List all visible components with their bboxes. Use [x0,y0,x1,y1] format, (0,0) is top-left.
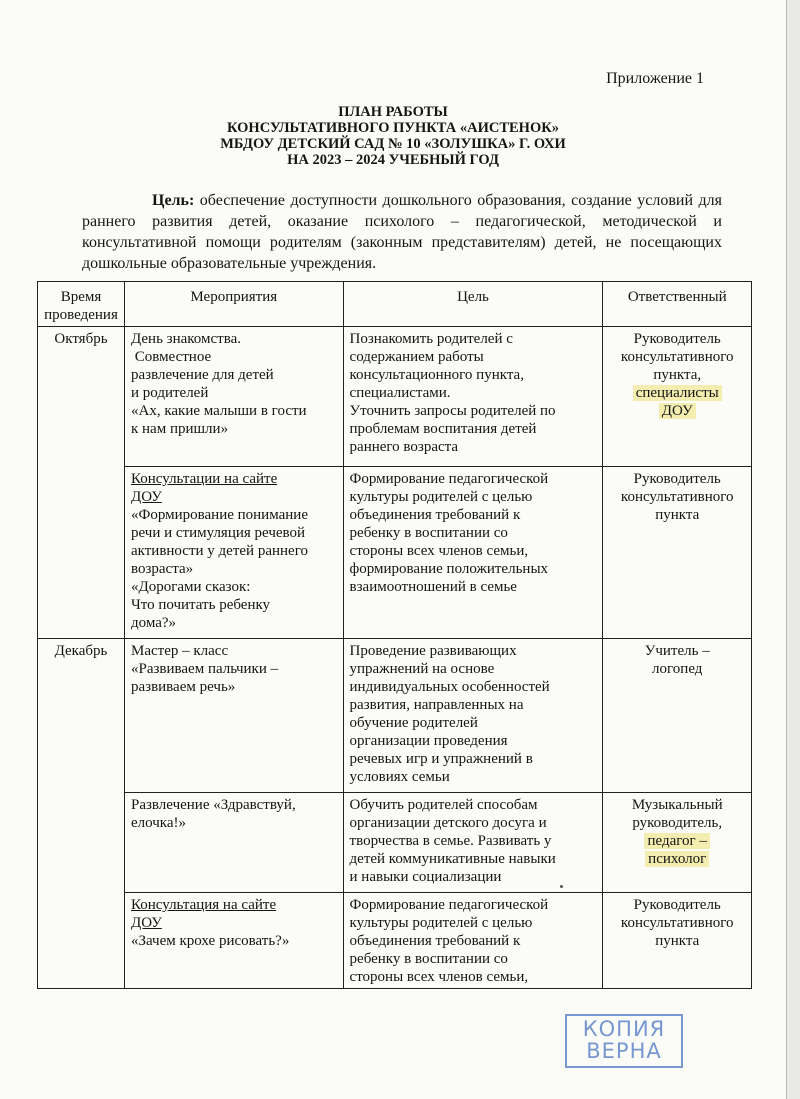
event-line: развиваем речь» [130,679,236,695]
goal-line: стороны всех членов семьи, [349,543,529,559]
goal-line: культуры родителей с целью [349,915,533,931]
goal-line: детей коммуникативные навыки [349,851,556,867]
goal-line: стороны всех членов семьи, [349,969,529,985]
goal-line: Обучить родителей способам [349,797,538,813]
responsible-cell [603,793,752,893]
goal-paragraph [82,190,722,274]
table-header-row [38,282,752,327]
events-cell [124,793,343,893]
event-line: «Развиваем пальчики – [130,661,279,677]
responsible-line: консультативного [620,489,734,505]
event-link-line: ДОУ [130,489,162,505]
goal-line: индивидуальных особенностей [349,679,550,695]
table-row [38,893,752,989]
goal-line: формирование положительных [349,561,549,577]
goal-line: организации детского досуга и [349,815,547,831]
goal-line: развития, направленных на [349,697,524,713]
goal-cell [343,327,603,467]
goal-text: обеспечение доступности дошкольного образования, создание условий для раннего развития детей, оказание психолого – педагогической, методической и консультативной помощи родителям (законным представителям) детей, не посещающих дошкольные образовательные учреждения. [82,192,722,272]
event-line: «Зачем крохе рисовать?» [130,933,290,949]
event-line: и родителей [130,385,209,401]
header-goal: Цель [343,282,603,327]
event-line: Развлечение «Здравствуй, [130,797,296,813]
goal-line: содержанием работы [349,349,484,365]
table-body [38,327,752,989]
event-line: речи и стимуляция речевой [130,525,306,541]
goal-line: Проведение развивающих [349,643,517,659]
stamp-line: КОПИЯ [582,1017,666,1041]
responsible-line: руководитель, [632,815,723,831]
responsible-highlighted: ДОУ [659,403,696,419]
event-line: «Дорогами сказок: [130,579,251,595]
responsible-line: Учитель – [644,643,710,659]
goal-line: упражнений на основе [349,661,495,677]
responsible-highlighted: специалисты [633,385,722,401]
responsible-line: пункта [655,933,700,949]
goal-line: ребенку в воспитании со [349,525,508,541]
goal-line: культуры родителей с целью [349,489,533,505]
event-link-line: ДОУ [130,915,162,931]
event-line: активности у детей раннего [130,543,308,559]
responsible-cell [603,467,752,639]
event-line: «Формирование понимание [130,507,308,523]
responsible-line: консультативного [620,915,734,931]
responsible-cell [603,639,752,793]
title-line: НА 2023 – 2024 УЧЕБНЫЙ ГОД [287,152,499,168]
responsible-highlighted: педагог – [644,833,709,849]
responsible-line: консультативного [620,349,734,365]
event-line: к нам пришли» [130,421,229,437]
goal-line: Познакомить родителей с [349,331,513,347]
goal-line: организации проведения [349,733,508,749]
goal-cell [343,467,603,639]
responsible-line: логопед [652,661,703,677]
goal-line: консультационного пункта, [349,367,524,383]
goal-line: речевых игр и упражнений в [349,751,533,767]
stamp-line: ВЕРНА [586,1039,662,1063]
table-row [38,793,752,893]
goal-line: раннего возраста [349,439,459,455]
header-responsible: Ответственный [603,282,752,327]
title-line: ПЛАН РАБОТЫ [338,104,448,120]
goal-label: Цель: [152,192,195,209]
events-cell [124,467,343,639]
ink-dot [560,885,563,888]
goal-line: проблемам воспитания детей [349,421,537,437]
event-line: День знакомства. [130,331,242,347]
goal-line: и навыки социализации [349,869,502,885]
responsible-highlighted: психолог [645,851,709,867]
responsible-line: пункта, [653,367,702,383]
goal-line: Формирование педагогической [349,897,549,913]
goal-line: творчества в семье. Развивать у [349,833,552,849]
event-line: Совместное [130,349,212,365]
events-cell [124,639,343,793]
goal-line: взаимоотношений в семье [349,579,517,595]
title-line: КОНСУЛЬТАТИВНОГО ПУНКТА «АИСТЕНОК» [226,120,559,136]
table-row [38,467,752,639]
goal-cell [343,793,603,893]
responsible-line: Музыкальный [631,797,723,813]
events-cell [124,893,343,989]
responsible-line: пункта [655,507,700,523]
table-row [38,639,752,793]
responsible-line: Руководитель [633,331,721,347]
table-row [38,327,752,467]
event-line: елочка!» [130,815,186,831]
goal-line: Формирование педагогической [349,471,549,487]
responsible-line: Руководитель [633,897,721,913]
title-line: МБДОУ ДЕТСКИЙ САД № 10 «ЗОЛУШКА» Г. ОХИ [220,136,566,152]
event-line: Мастер – класс [130,643,229,659]
month-cell: Октябрь [38,327,125,639]
event-line: дома?» [130,615,177,631]
event-line: развлечение для детей [130,367,274,383]
event-line: Что почитать ребенку [130,597,271,613]
copy-stamp [565,1014,683,1068]
event-link-line: Консультации на сайте [130,471,278,487]
appendix-label: Приложение 1 [606,70,704,87]
goal-line: условиях семьи [349,769,450,785]
goal-line: обучение родителей [349,715,478,731]
responsible-line: Руководитель [633,471,721,487]
event-link-line: Консультация на сайте [130,897,277,913]
responsible-cell [603,327,752,467]
document-title [0,104,786,168]
goal-line: Уточнить запросы родителей по [349,403,556,419]
goal-line: объединения требований к [349,933,521,949]
event-line: возраста» [130,561,194,577]
event-line: «Ах, какие малыши в гости [130,403,307,419]
goal-line: специалистами. [349,385,451,401]
month-cell: Декабрь [38,639,125,989]
goal-cell [343,893,603,989]
events-cell [124,327,343,467]
work-plan-table [37,281,752,989]
goal-line: ребенку в воспитании со [349,951,508,967]
header-time: Время проведения [38,282,125,327]
goal-cell [343,639,603,793]
responsible-cell [603,893,752,989]
goal-line: объединения требований к [349,507,521,523]
header-events: Мероприятия [124,282,343,327]
